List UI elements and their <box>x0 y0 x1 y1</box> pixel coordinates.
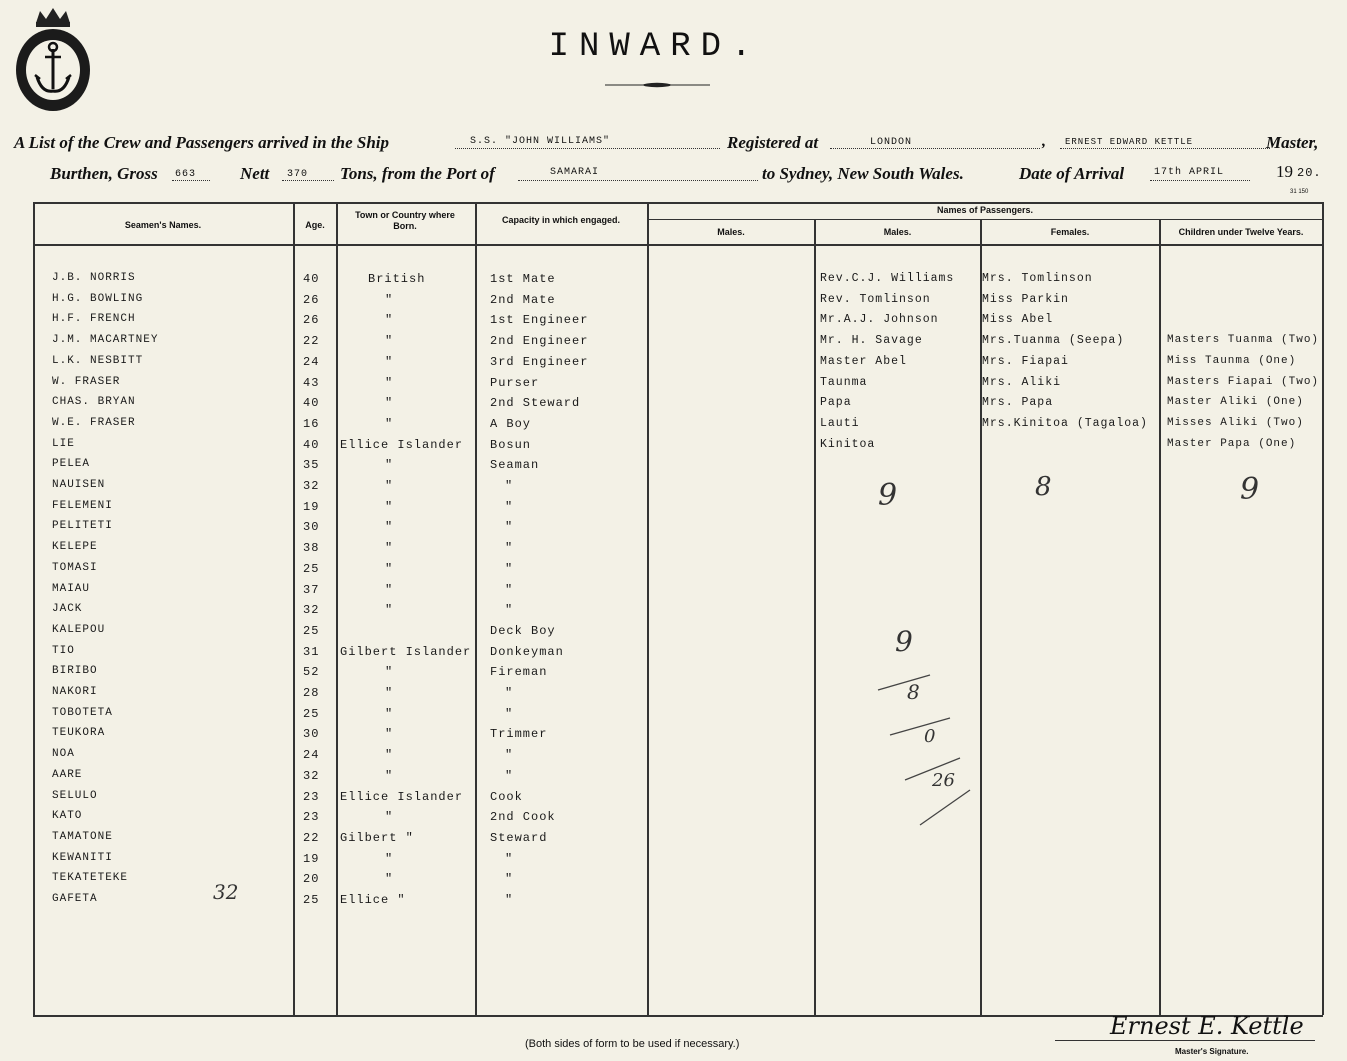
crew-age: 24 <box>303 748 320 763</box>
crew-born: " <box>385 499 394 514</box>
crew-born: Ellice Islander <box>340 437 464 452</box>
females-count: 8 <box>1035 472 1052 502</box>
crew-name: SELULO <box>52 789 98 802</box>
crew-capacity: 3rd Engineer <box>490 354 589 369</box>
burthen-label: Burthen, Gross <box>50 164 158 183</box>
passenger-female: Miss Abel <box>982 313 1054 327</box>
crew-age: 25 <box>303 623 320 638</box>
tally-2: 8 <box>907 680 920 704</box>
crew-born: " <box>385 727 394 742</box>
passenger-female: Mrs. Papa <box>982 396 1054 410</box>
crew-name: L.K. NESBITT <box>52 354 144 367</box>
crew-age: 52 <box>303 665 320 680</box>
crew-age: 30 <box>303 727 320 742</box>
col-age: Age. <box>305 220 325 230</box>
males-count: 9 <box>878 478 898 513</box>
crew-name: W. FRASER <box>52 375 121 388</box>
crew-name: H.F. FRENCH <box>52 313 136 326</box>
passenger-female: Mrs. Fiapai <box>982 354 1069 368</box>
crew-age: 19 <box>303 851 320 866</box>
tally-4: 26 <box>932 770 955 791</box>
crew-age: 26 <box>303 313 320 328</box>
passenger-child: Masters Tuanma (Two) <box>1167 334 1320 347</box>
passenger-female: Mrs. Tomlinson <box>982 272 1093 285</box>
page-title: INWARD. <box>548 28 762 66</box>
crew-age: 28 <box>303 686 320 700</box>
crew-born: " <box>385 458 394 473</box>
col-passengers: Names of Passengers. <box>936 205 1034 215</box>
crew-age: 19 <box>303 499 320 514</box>
crew-capacity: " <box>505 479 514 493</box>
crew-capacity: " <box>505 706 514 721</box>
crew-age: 20 <box>303 872 320 887</box>
crew-capacity: " <box>505 603 514 618</box>
crew-capacity: " <box>505 872 514 887</box>
crew-name: MAIAU <box>52 582 91 595</box>
crew-age: 40 <box>303 437 320 452</box>
registered-port: LONDON <box>870 137 913 148</box>
crew-name: NAUISEN <box>52 479 106 491</box>
crew-born: Gilbert " <box>340 830 414 845</box>
passenger-male: Rev.C.J. Williams <box>820 272 955 285</box>
crew-name: TOBOTETA <box>52 706 113 719</box>
crew-name: KELEPE <box>52 541 98 554</box>
to-label: to Sydney, New South Wales. <box>762 164 964 183</box>
crew-name: PELEA <box>52 458 91 471</box>
passenger-male: Papa <box>820 396 852 410</box>
crew-capacity: Trimmer <box>490 727 548 742</box>
crew-capacity: " <box>505 520 514 535</box>
crew-born: " <box>385 748 394 763</box>
crew-name: LIE <box>52 437 75 450</box>
crew-capacity: 2nd Steward <box>490 396 581 411</box>
crew-age: 22 <box>303 830 320 845</box>
col-females: Females. <box>1050 227 1090 237</box>
crew-born: " <box>385 810 394 825</box>
crew-name: TIO <box>52 644 75 657</box>
footer-note: (Both sides of form to be used if necessary.) <box>525 1038 740 1050</box>
crew-capacity: " <box>505 499 514 514</box>
crew-age: 37 <box>303 582 320 597</box>
crew-born: " <box>385 520 394 535</box>
department-seal <box>14 5 92 113</box>
crew-capacity: Cook <box>490 789 523 804</box>
ship-name: S.S. "JOHN WILLIAMS" <box>470 136 611 147</box>
crew-born: " <box>385 292 394 307</box>
crew-capacity: A Boy <box>490 416 532 431</box>
crew-capacity: " <box>505 851 514 866</box>
tally-1: 9 <box>895 625 913 658</box>
crew-age: 40 <box>303 396 320 411</box>
crew-born: " <box>385 768 394 783</box>
crew-name: NAKORI <box>52 686 98 698</box>
crew-born: " <box>385 313 394 328</box>
crew-age: 40 <box>303 272 320 286</box>
crew-capacity: " <box>505 582 514 597</box>
crew-capacity: " <box>505 686 514 700</box>
crew-capacity: Bosun <box>490 437 532 452</box>
crew-capacity: " <box>505 748 514 763</box>
tons-label: Tons, from the Port of <box>340 164 495 183</box>
form-code: 31 150 <box>1290 189 1309 195</box>
col-children: Children under Twelve Years. <box>1178 227 1304 237</box>
crew-age: 32 <box>303 603 320 618</box>
master-signature: Ernest E. Kettle <box>1110 1012 1304 1040</box>
crew-name: TEKATETEKE <box>52 872 129 885</box>
crew-name: CHAS. BRYAN <box>52 396 136 409</box>
crew-born: " <box>385 396 394 411</box>
passenger-female: Mrs.Kinitoa (Tagaloa) <box>982 416 1148 430</box>
crew-age: 23 <box>303 810 320 825</box>
port-from: SAMARAI <box>550 167 600 178</box>
crew-name: W.E. FRASER <box>52 416 136 429</box>
crew-capacity: Deck Boy <box>490 623 556 638</box>
passenger-male: Mr. H. Savage <box>820 334 923 348</box>
title-ornament <box>605 75 710 79</box>
crew-age: 25 <box>303 561 320 576</box>
crew-age: 26 <box>303 292 320 307</box>
year-prefix: 19 <box>1276 162 1293 181</box>
crew-name: FELEMENI <box>52 499 113 512</box>
passenger-child: Masters Fiapai (Two) <box>1167 375 1320 388</box>
crew-born: Gilbert Islander <box>340 644 472 659</box>
crew-capacity: 1st Engineer <box>490 313 589 328</box>
crew-capacity: Fireman <box>490 665 548 680</box>
crew-age: 30 <box>303 520 320 535</box>
master-name: ERNEST EDWARD KETTLE <box>1065 137 1194 147</box>
crown-anchor-seal-icon <box>14 5 92 113</box>
tally-3: 0 <box>924 726 936 747</box>
crew-born: " <box>385 686 394 700</box>
passenger-female: Mrs. Aliki <box>982 375 1062 389</box>
crew-capacity: 1st Mate <box>490 272 556 286</box>
crew-age: 43 <box>303 375 320 390</box>
crew-capacity: 2nd Engineer <box>490 334 589 349</box>
passenger-male: Lauti <box>820 416 860 430</box>
crew-capacity: " <box>505 541 514 556</box>
crew-name: J.B. NORRIS <box>52 272 136 284</box>
crew-age: 16 <box>303 416 320 431</box>
crew-capacity: " <box>505 768 514 783</box>
passenger-male: Master Abel <box>820 354 907 368</box>
crew-born: Ellice Islander <box>340 789 464 804</box>
crew-born: " <box>385 354 394 369</box>
crew-name: NOA <box>52 748 75 761</box>
crew-born: " <box>385 479 394 493</box>
crew-age: 25 <box>303 893 320 907</box>
registered-label: Registered at <box>727 133 819 152</box>
crew-capacity: 2nd Cook <box>490 810 556 825</box>
col-males-2: Males. <box>883 227 912 237</box>
crew-born: " <box>385 375 394 390</box>
crew-name: AARE <box>52 768 83 781</box>
gross-tons: 663 <box>175 169 197 180</box>
crew-age: 24 <box>303 354 320 369</box>
crew-name: TAMATONE <box>52 830 113 843</box>
passenger-child: Master Aliki (One) <box>1167 396 1304 409</box>
passenger-female: Mrs.Tuanma (Seepa) <box>982 334 1125 348</box>
passenger-child: Misses Aliki (Two) <box>1167 416 1304 429</box>
tally-strokes <box>870 640 980 830</box>
arrival-date: 17th APRIL <box>1154 167 1225 178</box>
crew-age: 25 <box>303 706 320 721</box>
crew-born: " <box>385 334 394 349</box>
passenger-male: Kinitoa <box>820 437 876 451</box>
signature-label: Master's Signature. <box>1175 1047 1249 1056</box>
children-count: 9 <box>1240 472 1260 507</box>
crew-age: 38 <box>303 541 320 556</box>
passenger-child: Master Papa (One) <box>1167 437 1297 450</box>
nett-tons: 370 <box>287 169 309 180</box>
nett-label: Nett <box>240 164 270 183</box>
comma: , <box>1042 133 1046 150</box>
crew-age: 32 <box>303 768 320 783</box>
crew-name: PELITETI <box>52 520 113 533</box>
crew-name: KALEPOU <box>52 623 106 636</box>
year-suffix: 20. <box>1297 166 1322 180</box>
crew-name: TOMASI <box>52 561 98 574</box>
crew-born: " <box>385 665 394 680</box>
crew-age: 32 <box>303 479 320 493</box>
crew-name: GAFETA <box>52 893 98 905</box>
crew-name: KATO <box>52 810 83 823</box>
crew-capacity: 2nd Mate <box>490 292 556 307</box>
crew-born: " <box>385 872 394 887</box>
crew-total: 32 <box>213 880 239 904</box>
crew-capacity: Steward <box>490 830 548 845</box>
col-born: Town or Country where Born. <box>355 210 455 231</box>
col-capacity: Capacity in which engaged. <box>501 215 621 225</box>
crew-capacity: " <box>505 893 514 907</box>
passenger-male: Taunma <box>820 375 868 389</box>
crew-name: H.G. BOWLING <box>52 292 144 305</box>
crew-name: JACK <box>52 603 83 616</box>
crew-born: Ellice " <box>340 893 406 907</box>
passenger-child: Miss Taunma (One) <box>1167 354 1297 367</box>
crew-age: 31 <box>303 644 320 659</box>
crew-age: 23 <box>303 789 320 804</box>
passenger-female: Miss Parkin <box>982 292 1069 306</box>
crew-born: " <box>385 416 394 431</box>
crew-born: " <box>385 706 394 721</box>
crew-born: " <box>385 851 394 866</box>
crew-born: " <box>385 582 394 597</box>
crew-name: BIRIBO <box>52 665 98 678</box>
col-males-1: Males. <box>717 227 745 237</box>
crew-capacity: Seaman <box>490 458 540 473</box>
passenger-male: Mr.A.J. Johnson <box>820 313 939 327</box>
crew-name: KEWANITI <box>52 851 113 864</box>
crew-born: " <box>385 603 394 618</box>
crew-capacity: Purser <box>490 375 540 390</box>
crew-age: 35 <box>303 458 320 473</box>
date-label: Date of Arrival <box>1019 164 1125 183</box>
col-seamen-names: Seamen's Names. <box>124 220 202 230</box>
master-label: Master, <box>1266 133 1319 152</box>
crew-capacity: " <box>505 561 514 576</box>
crew-name: J.M. MACARTNEY <box>52 334 159 347</box>
crew-born: " <box>385 541 394 556</box>
crew-age: 22 <box>303 334 320 349</box>
crew-born: " <box>385 561 394 576</box>
passenger-male: Rev. Tomlinson <box>820 292 931 306</box>
header-line-1-prefix: A List of the Crew and Passengers arrived in the Ship <box>14 133 389 152</box>
crew-born: British <box>368 272 426 286</box>
crew-capacity: Donkeyman <box>490 644 564 659</box>
crew-name: TEUKORA <box>52 727 106 740</box>
